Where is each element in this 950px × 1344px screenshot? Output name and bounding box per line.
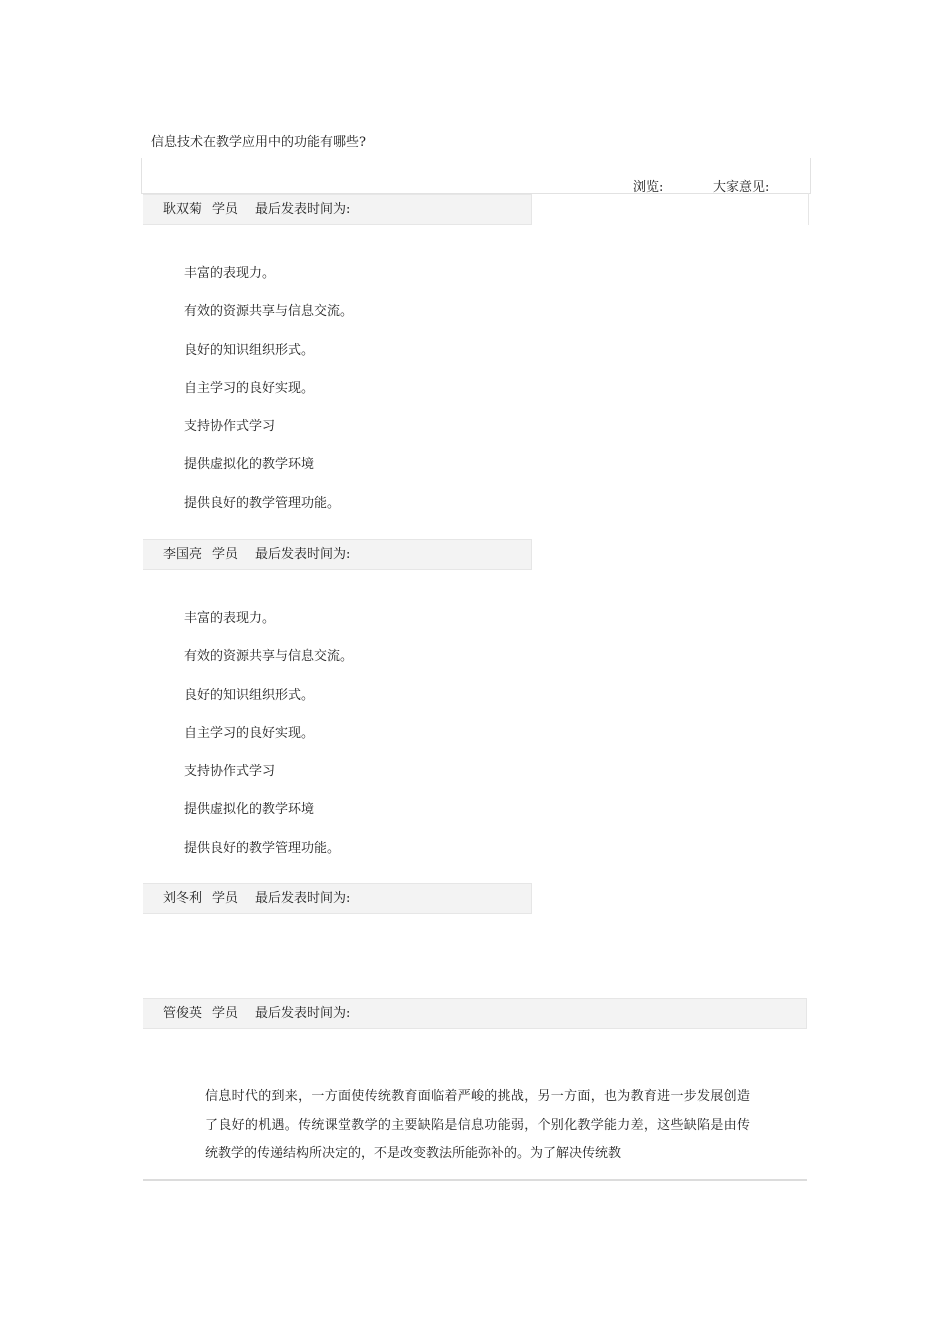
post-time-label: 最后发表时间为:	[255, 547, 351, 562]
author-role: 学员	[212, 891, 239, 906]
list-item: 有效的资源共享与信息交流。	[184, 304, 354, 320]
list-item: 提供良好的教学管理功能。	[184, 840, 341, 856]
thread-header-frame	[141, 158, 811, 194]
list-item: 支持协作式学习	[184, 419, 276, 435]
post-time-label: 最后发表时间为:	[255, 202, 351, 217]
thread-title: 信息技术在教学应用中的功能有哪些?	[151, 135, 366, 150]
list-item: 良好的知识组织形式。	[184, 342, 315, 358]
author-role: 学员	[212, 547, 239, 562]
list-item: 自主学习的良好实现。	[184, 380, 315, 396]
list-item: 提供良好的教学管理功能。	[184, 495, 341, 511]
list-item: 提供虚拟化的教学环境	[184, 802, 315, 818]
list-item: 有效的资源共享与信息交流。	[184, 649, 354, 665]
list-item: 良好的知识组织形式。	[184, 687, 315, 703]
author-name[interactable]: 李国亮	[163, 547, 203, 562]
divider	[143, 1179, 807, 1181]
author-name[interactable]: 刘冬利	[163, 891, 203, 906]
list-item: 自主学习的良好实现。	[184, 725, 315, 741]
post-header	[143, 539, 532, 570]
post-header	[143, 194, 532, 225]
list-item: 支持协作式学习	[184, 764, 276, 780]
post-time-label: 最后发表时间为:	[255, 891, 351, 906]
author-name[interactable]: 管俊英	[163, 1006, 203, 1021]
post-time-label: 最后发表时间为:	[255, 1006, 351, 1021]
list-item: 丰富的表现力。	[184, 266, 276, 281]
post-header	[143, 883, 532, 914]
list-item: 提供虚拟化的教学环境	[184, 457, 315, 473]
opinion-label: 大家意见:	[713, 180, 770, 195]
post-header	[143, 998, 807, 1029]
author-role: 学员	[212, 202, 239, 217]
list-item: 丰富的表现力。	[184, 611, 276, 626]
author-role: 学员	[212, 1006, 239, 1021]
frame-divider	[808, 193, 809, 225]
post-body-list	[184, 609, 353, 877]
author-name[interactable]: 耿双菊	[163, 202, 203, 217]
post-body-list	[184, 264, 353, 532]
views-label: 浏览:	[633, 180, 664, 195]
post-body-paragraph: 信息时代的到来，一方面使传统教育面临着严峻的挑战，另一方面，也为教育进一步发展创造了良好的机遇。传统课堂教学的主要缺陷是信息功能弱，个别化教学能力差，这些缺陷是由传统教学的传递结构所决定的，不是改变教法所能弥补的。为了解决传统教	[205, 1089, 750, 1161]
